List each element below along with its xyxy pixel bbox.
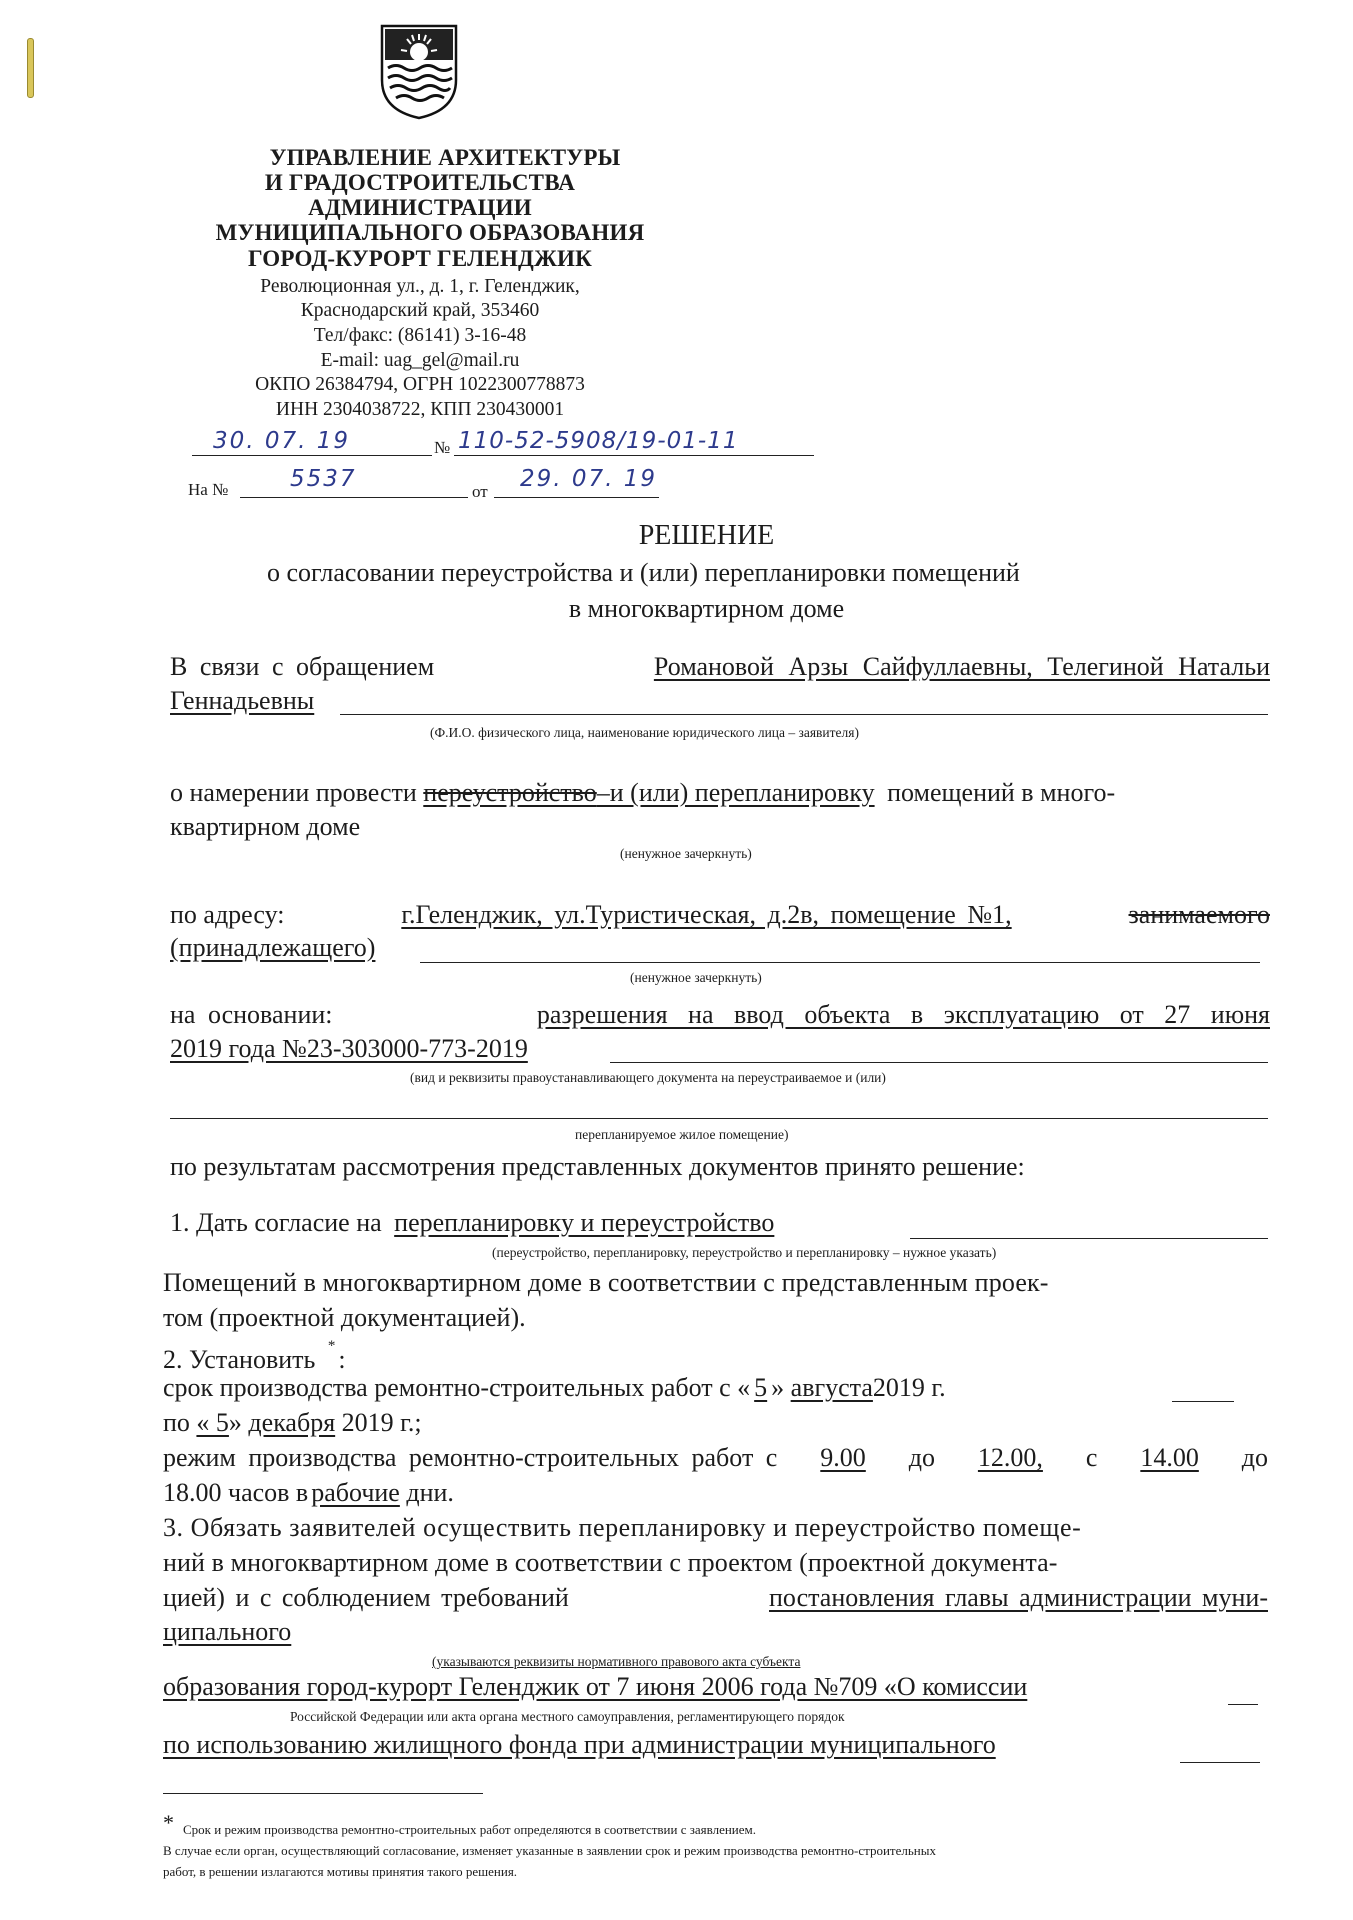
reg-number: 110-52-5908/19-01-11: [458, 428, 739, 454]
item1-value: перепланировку и переустройство: [394, 1208, 775, 1237]
item3-act-3: образования город-курорт Геленджик от 7 июня 2006 года №709 «О комиссии: [163, 1672, 1028, 1701]
address-hint: (ненужное зачеркнуть): [630, 970, 762, 985]
intent-line-2: квартирном доме: [170, 812, 361, 841]
phone-line: Тел/факс: (86141) 3-16-48: [313, 325, 527, 346]
term-to-close-quote: »: [228, 1408, 242, 1437]
item1-hint: (переустройство, перепланировку, переустройство и перепланировку – нужное указать): [492, 1245, 997, 1260]
mode-end-2: 18.00 часов в: [163, 1478, 309, 1507]
item2-label: 2. Установить: [163, 1345, 316, 1374]
item2-heading: [163, 1338, 346, 1375]
address-prefix: по адресу:: [170, 900, 285, 929]
item2-asterisk: *: [327, 1338, 336, 1354]
mode-days: рабочие: [311, 1478, 400, 1507]
ref-number-label: На №: [188, 480, 229, 499]
ref-number-underline: [240, 497, 468, 498]
reg-date-underline: [192, 455, 432, 456]
applicant-underline: [340, 714, 1268, 715]
intent-struck-option: переустройство: [423, 778, 597, 807]
ref-date-underline: [494, 497, 659, 498]
reg-number-underline: [454, 455, 814, 456]
ref-from-label: от: [472, 482, 488, 501]
org-line-5: ГОРОД-КУРОРТ ГЕЛЕНДЖИК: [248, 246, 592, 271]
mode-prefix: режим производства ремонтно-строительных работ с: [163, 1443, 778, 1472]
footnote-asterisk: *: [163, 1810, 174, 1835]
footnote-separator: [163, 1793, 483, 1794]
intent-line-1: [170, 778, 1115, 808]
item1-line-2: Помещений в многоквартирном доме в соответствии с представленным проек-: [163, 1268, 1049, 1297]
mode-end-1: 12.00,: [977, 1443, 1043, 1472]
org-line-2: И ГРАДОСТРОИТЕЛЬСТВА: [264, 170, 576, 195]
basis-hint: (вид и реквизиты правоустанавливающего документа на переустраиваемое и (или): [410, 1070, 886, 1085]
applicant-prefix: В связи с обращением: [170, 652, 435, 681]
mode-days-suffix: дни.: [406, 1478, 454, 1507]
term-from-day: 5: [754, 1373, 768, 1402]
basis-prefix: на основании:: [170, 1000, 333, 1029]
address-line-1: Революционная ул., д. 1, г. Геленджик,: [260, 276, 580, 297]
intent-prefix: о намерении провести: [170, 778, 417, 807]
okpo-line: ОКПО 26384794, ОГРН 1022300778873: [255, 374, 585, 395]
basis-value-1: разрешения на ввод объекта в эксплуатацию от 27 июня: [536, 1000, 1270, 1029]
mode-start-2: 14.00: [1140, 1443, 1199, 1472]
item3-line-1: 3. Обязать заявителей осуществить перепланировку и переустройство помеще-: [163, 1513, 1082, 1542]
applicant-names-1: Романовой Арзы Сайфуллаевны, Телегиной Натальи: [653, 652, 1270, 681]
ref-number: 5537: [290, 466, 357, 492]
item3-line-3: [163, 1583, 1268, 1613]
item3-hint-1: (указываются реквизиты нормативного правового акта субъекта: [432, 1654, 801, 1669]
term-to-prefix: по: [163, 1408, 190, 1437]
basis-value-2: 2019 года №23-303000-773-2019: [170, 1034, 528, 1063]
item3-act-4: по использованию жилищного фонда при администрации муниципального: [163, 1730, 996, 1759]
item1-line-1: [170, 1208, 774, 1238]
term-to-day: « 5: [196, 1408, 229, 1437]
mode-from-2: с: [1085, 1443, 1098, 1472]
item2-mode-line-2: [163, 1478, 454, 1508]
basis-line-1: [170, 1000, 1270, 1030]
term-from-close-quote: »: [771, 1373, 785, 1402]
term-from-year: 2019 г.: [872, 1373, 946, 1402]
item2-term-to-line: [163, 1408, 422, 1438]
item2-term-line: [163, 1373, 946, 1403]
footnote-line-2: В случае если орган, осуществляющий согласование, изменяет указанные в заявлении срок и режим производства ремонтно-строительных: [163, 1843, 936, 1858]
item1-underline: [910, 1238, 1268, 1239]
applicant-line-1: [170, 652, 1270, 682]
org-line-1: УПРАВЛЕНИЕ АРХИТЕКТУРЫ: [269, 145, 621, 170]
ref-date: 29. 07. 19: [520, 466, 658, 492]
reg-number-label: №: [434, 438, 451, 457]
doc-subtitle-2: в многоквартирном доме: [568, 594, 845, 623]
term-line-tail: [1172, 1401, 1234, 1402]
term-to-month: декабря: [248, 1408, 336, 1437]
basis-underline: [610, 1062, 1268, 1063]
term-to-year: 2019 г.;: [341, 1408, 422, 1437]
item2-colon: :: [338, 1345, 346, 1374]
intent-hint: (ненужное зачеркнуть): [620, 846, 752, 861]
address-struck: занимаемого: [1128, 900, 1270, 929]
term-from-month: августа: [790, 1373, 873, 1402]
basis-blank-line: [170, 1118, 1268, 1119]
doc-title: РЕШЕНИЕ: [638, 520, 775, 551]
decision-intro: по результатам рассмотрения представленных документов принято решение:: [170, 1152, 1025, 1181]
address-value: г.Геленджик, ул.Туристическая, д.2в, помещение №1,: [401, 900, 1012, 929]
reg-date: 30. 07. 19: [213, 428, 351, 454]
item3-act-4-tail: [1180, 1762, 1260, 1763]
address-line-b: (принадлежащего): [170, 933, 376, 962]
inn-line: ИНН 2304038722, КПП 230430001: [275, 399, 565, 420]
applicant-names-2: Геннадьевны: [170, 686, 315, 715]
binder-mark: [27, 38, 34, 98]
item3-requirements-prefix: цией) и с соблюдением требований: [163, 1583, 569, 1612]
email-line: E-mail: uag_gel@mail.ru: [320, 350, 520, 371]
mode-to-1: до: [908, 1443, 935, 1472]
mode-to-2: до: [1241, 1443, 1268, 1472]
item1-line-3: том (проектной документацией).: [163, 1303, 526, 1332]
doc-subtitle-1: о согласовании переустройства и (или) перепланировки помещений: [267, 558, 1020, 587]
coat-of-arms-emblem: [378, 22, 460, 120]
footnote-line-3: работ, в решении излагаются мотивы принятия такого решения.: [163, 1864, 518, 1879]
address-line-a: [170, 900, 1270, 930]
address-underline: [420, 962, 1260, 963]
footnote-line-1: Срок и режим производства ремонтно-строительных работ определяются в соответствии с заявлением.: [183, 1822, 757, 1837]
intent-suffix: помещений в много-: [887, 778, 1116, 807]
address-line-2: Краснодарский край, 353460: [300, 300, 540, 321]
item2-mode-line: [163, 1443, 1268, 1473]
basis-hint-2: перепланируемое жилое помещение): [575, 1127, 789, 1142]
item3-act-2: ципального: [163, 1617, 292, 1646]
applicant-hint: (Ф.И.О. физического лица, наименование юридического лица – заявителя): [430, 725, 859, 740]
org-line-3: АДМИНИСТРАЦИИ: [308, 195, 532, 220]
item3-act-1: постановления главы администрации муни-: [769, 1583, 1268, 1612]
intent-options: [423, 778, 874, 807]
item3-hint-2: Российской Федерации или акта органа местного самоуправления, регламентирующего порядок: [290, 1709, 845, 1724]
org-line-4: МУНИЦИПАЛЬНОГО ОБРАЗОВАНИЯ: [215, 220, 645, 245]
mode-start-1: 9.00: [820, 1443, 866, 1472]
item3-line-2: ний в многоквартирном доме в соответствии с проектом (проектной документа-: [163, 1548, 1058, 1577]
intent-chosen-option: –и (или) перепланировку: [596, 778, 875, 807]
term-from-prefix: срок производства ремонтно-строительных работ с «: [163, 1373, 751, 1402]
item1-prefix: 1. Дать согласие на: [170, 1208, 382, 1237]
item3-act-3-tail: [1228, 1704, 1258, 1705]
